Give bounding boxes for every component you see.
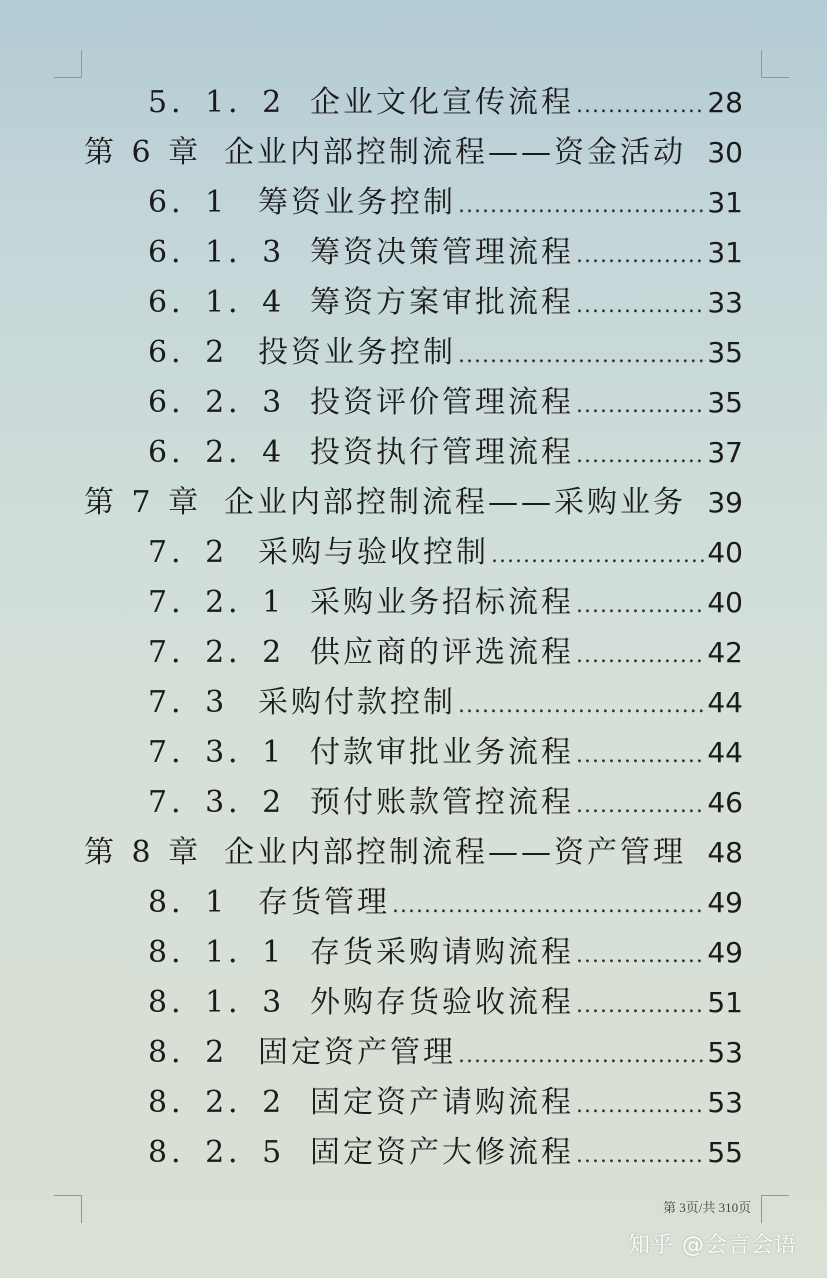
toc-entry-page-number: 46	[707, 786, 743, 819]
toc-entry-number: 第 7 章	[84, 485, 203, 520]
toc-entry-number: 8．2．2	[148, 1085, 286, 1120]
toc-entry[interactable]	[0, 278, 827, 328]
toc-entry-title: 存货管理	[258, 885, 390, 920]
zhihu-watermark: 知乎 @会言会语	[628, 1233, 797, 1258]
toc-entry[interactable]	[0, 928, 827, 978]
toc-entry-title: 投资评价管理流程	[310, 385, 574, 420]
toc-leader-dots	[491, 531, 705, 581]
toc-leader-dots	[392, 881, 705, 931]
toc-entry-page-number: 35	[707, 386, 743, 419]
toc-leader-dots	[458, 1031, 705, 1081]
toc-entry[interactable]	[0, 628, 827, 678]
toc-leader-dots	[576, 631, 705, 681]
page-corner-mark-bottom-right	[761, 1195, 789, 1223]
toc-leader-dots	[576, 81, 705, 131]
toc-entry[interactable]	[0, 1028, 827, 1078]
toc-leader-dots	[576, 581, 705, 631]
toc-entry-title: 企业内部控制流程——资产管理	[224, 835, 686, 870]
toc-entry-page-number: 31	[707, 186, 743, 219]
toc-entry[interactable]	[0, 528, 827, 578]
toc-leader-dots	[576, 431, 705, 481]
toc-entry-title: 筹资决策管理流程	[310, 235, 574, 270]
toc-entry[interactable]	[0, 878, 827, 928]
toc-entry-number: 第 6 章	[84, 135, 203, 170]
toc-entry-page-number: 40	[707, 586, 743, 619]
toc-entry-page-number: 49	[707, 886, 743, 919]
toc-entry-title: 投资执行管理流程	[310, 435, 574, 470]
toc-entry-page-number: 44	[707, 736, 743, 769]
toc-entry-page-number: 39	[707, 486, 743, 519]
toc-entry-number: 6．1	[148, 185, 229, 220]
toc-entry-title: 付款审批业务流程	[310, 735, 574, 770]
toc-entry-page-number: 28	[707, 86, 743, 119]
toc-leader-dots	[458, 681, 705, 731]
toc-entry[interactable]	[0, 78, 827, 128]
toc-entry-number: 6．1．3	[148, 235, 286, 270]
toc-leader-dots	[576, 1131, 705, 1181]
toc-entry-title: 存货采购请购流程	[310, 935, 574, 970]
toc-entry[interactable]	[0, 228, 827, 278]
toc-entry-page-number: 42	[707, 636, 743, 669]
toc-entry-title: 投资业务控制	[258, 335, 456, 370]
toc-leader-dots	[576, 981, 705, 1031]
toc-entry[interactable]	[0, 1078, 827, 1128]
page-indicator: 第 3页/共 310页	[663, 1200, 752, 1215]
toc-entry-number: 8．2	[148, 1035, 229, 1070]
toc-entry-page-number: 53	[707, 1086, 743, 1119]
toc-entry[interactable]	[0, 328, 827, 378]
toc-entry-number: 8．1	[148, 885, 229, 920]
toc-entry[interactable]	[0, 178, 827, 228]
toc-entry-number: 8．2．5	[148, 1135, 286, 1170]
toc-entry-number: 6．1．4	[148, 285, 286, 320]
toc-entry-title: 企业内部控制流程——资金活动	[224, 135, 686, 170]
toc-entry-title: 企业文化宣传流程	[310, 85, 574, 120]
toc-entry-title: 企业内部控制流程——采购业务	[224, 485, 686, 520]
toc-leader-dots	[576, 231, 705, 281]
toc-entry-title: 外购存货验收流程	[310, 985, 574, 1020]
toc-leader-dots	[576, 781, 705, 831]
toc-entry[interactable]	[0, 378, 827, 428]
toc-entry-title: 筹资方案审批流程	[310, 285, 574, 320]
toc-leader-dots	[458, 181, 705, 231]
toc-entry[interactable]	[0, 728, 827, 778]
toc-entry[interactable]	[0, 578, 827, 628]
toc-entry-page-number: 49	[707, 936, 743, 969]
toc-entry-page-number: 31	[707, 236, 743, 269]
toc-entry-number: 第 8 章	[84, 835, 203, 870]
toc-entry-number: 7．3．2	[148, 785, 286, 820]
toc-entry-page-number: 37	[707, 436, 743, 469]
toc-entry-number: 7．3．1	[148, 735, 286, 770]
toc-entry-number: 8．1．1	[148, 935, 286, 970]
toc-entry-title: 固定资产大修流程	[310, 1135, 574, 1170]
toc-entry-number: 7．2	[148, 535, 229, 570]
toc-entry-title: 采购与验收控制	[258, 535, 489, 570]
toc-entry-page-number: 40	[707, 536, 743, 569]
toc-entry[interactable]	[0, 778, 827, 828]
toc-leader-dots	[576, 931, 705, 981]
toc-leader-dots	[576, 731, 705, 781]
toc-entry[interactable]	[0, 978, 827, 1028]
toc-entry-page-number: 44	[707, 686, 743, 719]
toc-leader-dots	[458, 331, 705, 381]
toc-entry-title: 固定资产请购流程	[310, 1085, 574, 1120]
toc-entry-page-number: 35	[707, 336, 743, 369]
toc-entry[interactable]	[0, 1128, 827, 1178]
page-corner-mark-top-right	[761, 50, 789, 78]
toc-entry-title: 采购付款控制	[258, 685, 456, 720]
toc-entry-page-number: 55	[707, 1136, 743, 1169]
toc-entry-title: 筹资业务控制	[258, 185, 456, 220]
toc-entry[interactable]	[0, 678, 827, 728]
toc-entry-title: 供应商的评选流程	[310, 635, 574, 670]
page-corner-mark-bottom-left	[54, 1195, 82, 1223]
toc-entry-number: 7．3	[148, 685, 229, 720]
toc-entry-page-number: 51	[707, 986, 743, 1019]
toc-entry-number: 6．2．4	[148, 435, 286, 470]
toc-entry-number: 6．2	[148, 335, 229, 370]
toc-leader-dots	[576, 1081, 705, 1131]
toc-entry[interactable]	[0, 478, 827, 528]
toc-entry-number: 8．1．3	[148, 985, 286, 1020]
toc-entry-number: 7．2．1	[148, 585, 286, 620]
page-corner-mark-top-left	[54, 50, 82, 78]
toc-entry[interactable]	[0, 828, 827, 878]
toc-leader-dots	[576, 381, 705, 431]
toc-entry[interactable]	[0, 128, 827, 178]
toc-entry-number: 7．2．2	[148, 635, 286, 670]
toc-entry-page-number: 30	[707, 136, 743, 169]
toc-entry-page-number: 53	[707, 1036, 743, 1069]
toc-entry-number: 5．1．2	[148, 85, 286, 120]
toc-entry[interactable]	[0, 428, 827, 478]
table-of-contents	[0, 78, 827, 1178]
toc-entry-title: 采购业务招标流程	[310, 585, 574, 620]
toc-entry-title: 预付账款管控流程	[310, 785, 574, 820]
toc-entry-title: 固定资产管理	[258, 1035, 456, 1070]
toc-entry-page-number: 48	[707, 836, 743, 869]
toc-leader-dots	[576, 281, 705, 331]
toc-entry-number: 6．2．3	[148, 385, 286, 420]
toc-entry-page-number: 33	[707, 286, 743, 319]
